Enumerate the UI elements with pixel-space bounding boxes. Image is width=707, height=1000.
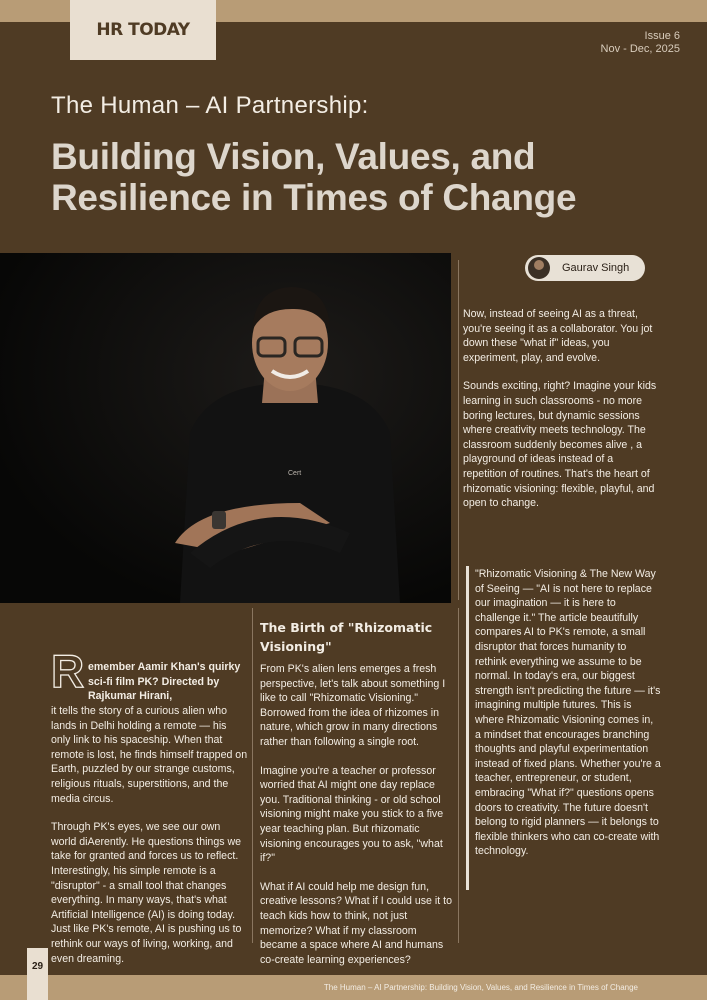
column-divider-upper [458, 260, 459, 600]
author-name: Gaurav Singh [562, 262, 630, 274]
page-number: 29 [31, 961, 44, 972]
col2-paragraph-1: From PK's alien lens emerges a fresh perspective, let's talk about something I like to call "Rhizomatic Visioning." Borrowed from the idea of rhizomes in nature, which grow in many directions rather than following a single root. [260, 663, 446, 748]
pull-quote: "Rhizomatic Visioning & The New Way of Seeing — "AI is not here to replace our imagination — it is here to challenge it." The article beautifully compares AI to PK's remote, a small disruptor that forces humanity to rethink everything we assume to be normal. In today's era, our biggest strength isn't predicting the future — it's imagining multiple futures. This is where Rhizomatic Visioning comes in, a mindset that encourages branching thoughts and playful experimentation instead of fixed plans. Whether you're a teacher, entrepreneur, or student, embracing "What if?" questions opens doors to creativity. The future doesn't belong to rigid planners — it belongs to flexible thinkers who can co-create with technology. [475, 568, 661, 858]
headline-line-2: Resilience in Times of Change [51, 177, 577, 218]
column-divider-lower [458, 608, 459, 943]
column-2 [260, 662, 454, 967]
intro-text: emember Aamir Khan's quirky sci-fi film PK? Directed by Rajkumar Hirani, [88, 661, 241, 703]
col3-paragraph-1: Now, instead of seeing AI as a threat, you're seeing it as a collaborator. You jot down these "what if" ideas, you experiment, play, and evolve. [463, 308, 653, 364]
author-avatar [528, 257, 550, 279]
issue-info [601, 30, 680, 56]
col3-paragraph-2: Sounds exciting, right? Imagine your kids learning in such classrooms - no more boring lectures, but dynamic sessions where creativity meets technology. The classroom suddenly becomes alive , a playground of ideas instead of a repetition of routines. That's the heart of rhizomatic visioning: flexible, playful, and open to change. [463, 380, 657, 510]
author-badge [525, 255, 645, 281]
issue-number: Issue 6 [644, 30, 680, 42]
column-3 [463, 307, 659, 511]
section-heading: The Birth of "Rhizomatic Visioning" [260, 620, 433, 654]
article-headline [51, 136, 671, 218]
headline-line-1: Building Vision, Values, and [51, 136, 536, 177]
col2-paragraph-3: What if AI could help me design fun, creative lessons? What if I could use it to teach kids how to think, not just memorize? What if my classroom became a space where AI and humans co-create learning experiences? [260, 880, 452, 966]
portrait-illustration [0, 253, 451, 603]
quote-bar [466, 566, 469, 890]
shirt-text: Cert [288, 470, 302, 477]
column-divider-left [252, 608, 253, 943]
issue-date: Nov - Dec, 2025 [600, 43, 680, 55]
page-number-box [27, 948, 48, 1000]
article-kicker: The Human – AI Partnership: [51, 92, 369, 119]
col1-paragraph-2: Through PK's eyes, we see our own world diAerently. He questions things we take for granted and forces us to reflect. Interestingly, his simple remote is a "disruptor" - a small tool that changes everything. In many ways, that's what Artificial Intelligence (AI) is doing today. Just like PK's remote, AI is pushing us to rethink our ways of living, working, and even dreaming. [51, 821, 242, 965]
col2-paragraph-2: Imagine you're a teacher or professor worried that AI might one day replace you. Traditional thinking - or old school visioning might make you stick to a five year teaching plan. But rhizomatic visioning encourages you to ask, "what if?" [260, 764, 444, 865]
running-title: The Human – AI Partnership: Building Vision, Values, and Resilience in Times of Change [323, 983, 638, 992]
dropcap: R [51, 645, 85, 697]
masthead-logo: HR TODAY [96, 20, 190, 40]
column-1 [51, 704, 248, 966]
author-photo [0, 253, 451, 603]
col1-paragraph-1: it tells the story of a curious alien who lands in Delhi holding a remote — his only link to his spaceship. When that remote is lost, he finds himself trapped on Earth, puzzled by our strange customs, religious rituals, superstitions, and the media circus. [51, 705, 248, 805]
masthead-logo-box [70, 0, 216, 60]
dropcap-box [51, 645, 85, 697]
